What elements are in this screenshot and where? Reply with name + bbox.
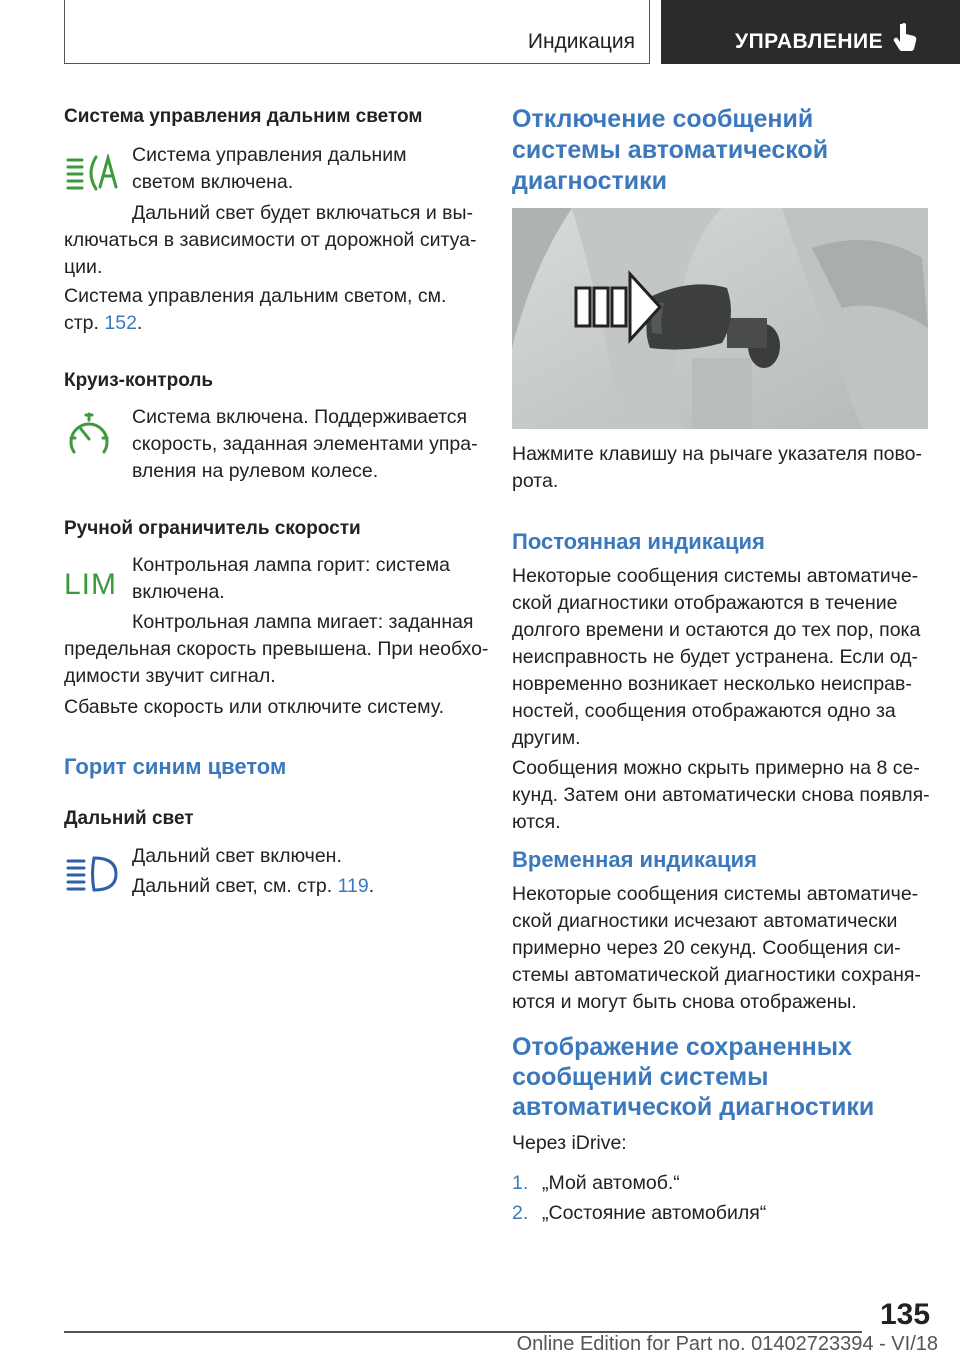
high-beam-icon [66, 855, 120, 893]
limiter-p1-line1: Контрольная лампа горит: система [132, 554, 450, 576]
step-number: 1. [512, 1172, 529, 1194]
perm-line3: долгого времени и остаются до тех пор, пока [512, 619, 921, 641]
figure-caption-line1: Нажмите клавишу на рычаге указателя пово- [512, 443, 922, 465]
hba-p3-line1: Система управления дальним светом, см. [64, 285, 447, 307]
high-beam-p2 [132, 873, 374, 900]
permanent-indication-heading: Постоянная индикация [512, 529, 765, 554]
cruise-line3: вления на рулевом колесе. [132, 460, 379, 482]
temp-line3: примерно через 20 секунд. Сообщения си- [512, 937, 901, 959]
ref-prefix: Дальний свет, см. стр. [132, 875, 338, 897]
high-beam-title: Дальний свет [64, 808, 194, 829]
speed-limiter-icon: LIM [64, 568, 118, 601]
heading-line: Отключение сообщений [512, 105, 814, 133]
right-heading-4 [512, 1032, 874, 1122]
hide-line1: Сообщения можно скрыть примерно на 8 се- [512, 757, 920, 779]
ref-suffix: . [368, 875, 375, 897]
temp-line2: ской диагностики исчезают автоматически [512, 910, 898, 932]
step-number: 2. [512, 1202, 529, 1224]
page-number: 135 [880, 1298, 931, 1331]
hba-p2-line2: ключаться в зависимости от дорожной ситуа- [64, 229, 477, 251]
hide-line3: ются. [512, 811, 561, 833]
heading-line: диагностики [512, 167, 667, 195]
cruise-title: Круиз-контроль [64, 370, 214, 391]
limiter-p1-line2: включена. [132, 581, 225, 603]
hide-line2: кунд. Затем они автоматически снова появля- [512, 784, 930, 806]
heading-line: Отображение сохраненных [512, 1033, 852, 1061]
step-text: „Состояние автомобиля“ [542, 1202, 767, 1224]
perm-line7: другим. [512, 727, 581, 749]
hba-paragraph-1: Система управления дальним светом включена. [132, 144, 407, 193]
heading-line: сообщений системы [512, 1063, 769, 1091]
figure-caption-line2: рота. [512, 470, 559, 492]
cruise-line2: скорость, заданная элементами упра- [132, 433, 478, 455]
page-link-119[interactable]: 119 [337, 875, 369, 897]
hba-p2-line1: Дальний свет будет включаться и вы- [132, 202, 474, 224]
ref-prefix: стр. [64, 312, 105, 334]
idrive-intro: Через iDrive: [512, 1132, 627, 1154]
header-section-box [64, 0, 650, 64]
high-beam-assistant-icon [66, 154, 120, 192]
hba-p2-line3: ции. [64, 256, 103, 278]
high-beam-p1: Дальний свет включен. [132, 845, 342, 867]
right-heading-1 [512, 104, 828, 197]
header-chapter-tab [661, 0, 960, 64]
limiter-p3: Сбавьте скорость или отключите систему. [64, 696, 444, 718]
page-link-152[interactable]: 152 [104, 312, 137, 334]
turn-signal-lever-illustration [512, 208, 928, 429]
hba-p3-line2 [64, 310, 142, 337]
perm-line4: неисправность не будет устранена. Если од- [512, 646, 919, 668]
hba-title: Система управления дальним светом [64, 106, 423, 127]
limiter-p2-line3: димости звучит сигнал. [64, 665, 276, 687]
temp-line1: Некоторые сообщения системы автоматиче- [512, 883, 919, 905]
perm-line6: ностей, сообщения отображаются одно за [512, 700, 896, 722]
cruise-line1: Система включена. Поддерживается [132, 406, 468, 428]
heading-line: системы автоматической [512, 136, 829, 164]
header-chapter-title: УПРАВЛЕНИЕ [735, 30, 884, 53]
header-section-title: Индикация [527, 30, 635, 53]
temp-line5: ются и могут быть снова отображены. [512, 991, 857, 1013]
limiter-p2-line2: предельная скорость превышена. При необхо- [64, 638, 489, 660]
temp-line4: стемы автоматической диагностики сохраня- [512, 964, 921, 986]
perm-line5: новременно возникает несколько неисправ- [512, 673, 912, 695]
pointing-hand-icon [893, 22, 919, 52]
ref-suffix: . [136, 312, 143, 334]
perm-line2: ской диагностики отображаются в течение [512, 592, 898, 614]
temporary-indication-heading: Временная индикация [512, 847, 757, 872]
limiter-title: Ручной ограничитель скорости [64, 518, 361, 539]
limiter-p2-line1: Контрольная лампа мигает: заданная [132, 611, 474, 633]
edition-info: Online Edition for Part no. 01402723394 - VI/18 [516, 1333, 938, 1355]
step-text: „Мой автомоб.“ [542, 1172, 680, 1194]
blue-indicators-heading: Горит синим цветом [64, 754, 287, 779]
perm-line1: Некоторые сообщения системы автоматиче- [512, 565, 919, 587]
cruise-control-icon [64, 412, 114, 460]
heading-line: автоматической диагностики [512, 1093, 875, 1121]
